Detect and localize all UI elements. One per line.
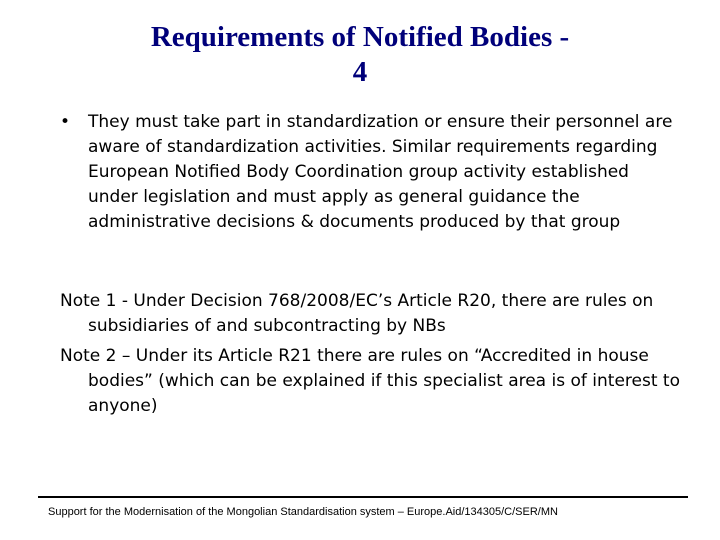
- slide-title-line-1: Requirements of Notified Bodies -: [150, 21, 570, 53]
- bullet-text: They must take part in standardization or ensure their personnel are aware of standardization activities. Similar requirements regarding European Notified Body Coordination group activity established under legislation and must apply as general guidance the administrative decisions & documents produced by that group: [88, 112, 673, 232]
- footer-text: Support for the Modernisation of the Mongolian Standardisation system – Europe.Aid/134305/C/SER/MN: [48, 506, 558, 518]
- note-2: Note 2 – Under its Article R21 there are rules on “Accredited in house bodies” (which can be explained if this specialist area is of interest to anyone): [60, 346, 680, 416]
- bullet-icon: •: [60, 112, 71, 132]
- bullet-item: [60, 110, 680, 235]
- slide-title: [60, 20, 660, 90]
- note-1: Note 1 - Under Decision 768/2008/EC’s Article R20, there are rules on subsidiaries of and subcontracting by NBs: [60, 291, 654, 336]
- slide-title-line-2: 4: [352, 56, 368, 88]
- footer-divider: [38, 496, 688, 498]
